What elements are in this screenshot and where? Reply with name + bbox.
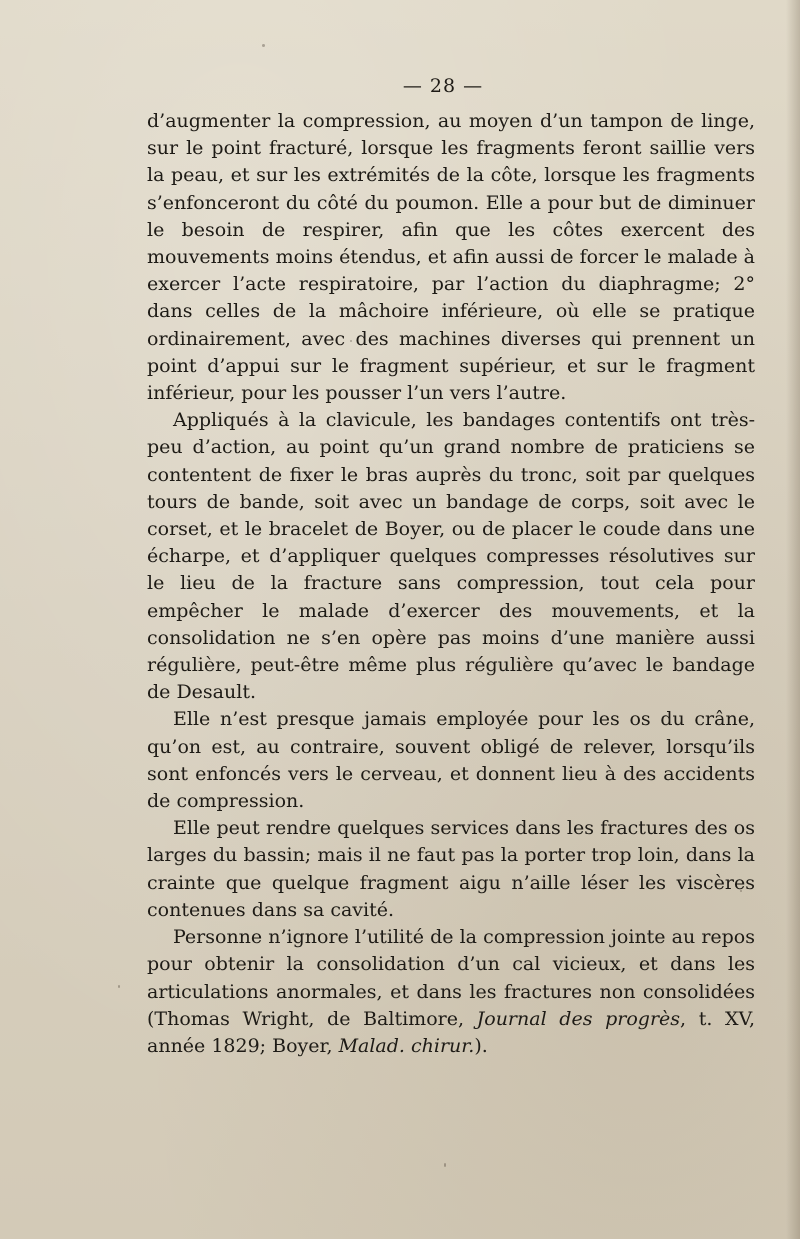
paragraph-5-journal-title: Journal des progrès [476,1007,681,1030]
page-number: — 28 — [402,75,484,97]
page-edge-shadow [786,0,800,1239]
paper-speck [345,990,348,993]
paper-speck [662,988,664,990]
paper-speck [350,340,352,342]
paragraph-5-book-title: Malad. chirur. [338,1034,475,1057]
paragraph-1: d’augmenter la compression, au moyen d’un tampon de linge, sur le point fracturé, lorsque les fragments feront saillie vers la peau, et sur les extrémités de la côte, lorsque les fragments s’enfonceront du côté du poumon. Elle a pour but de diminuer le besoin de respirer, afin que les côtes exercent des mouvements moins étendus, et afin aussi de forcer le malade à exercer l’acte respiratoire, par l’action du diaphragme; 2° dans celles de la mâchoire inférieure, où elle se pratique ordinairement, avec des machines diverses qui prennent un point d’appui sur le fragment supérieur, et sur le fragment inférieur, pour les pousser l’un vers l’autre. [147,110,756,405]
paragraph-2: Appliqués à la clavicule, les bandages contentifs ont très-peu d’action, au point qu’un grand nombre de praticiens se contentent de fixer le bras auprès du tronc, soit par quelques tours de bande, soit avec un bandage de corps, soit avec le corset, et le bracelet de Boyer, ou de placer le coude dans une écharpe, et d’appliquer quelques compresses résolutives sur le lieu de la fracture sans compression, tout cela pour empêcher le malade d’exercer des mouvements, et la consolidation ne s’en opère pas moins d’une manière aussi régulière, peut-être même plus régulière qu’avec le bandage de Desault. [147,409,755,704]
paper-speck [118,985,120,988]
paragraph-5-text-middle: , t. XV, année 1829; Boyer, [147,1007,755,1057]
paragraph-5-text-after: ). [474,1034,488,1057]
body-text [147,108,755,1060]
paper-speck [740,890,742,892]
paper-speck [262,44,265,47]
paper-speck [444,1163,446,1167]
paragraph-5 [147,924,755,1060]
paragraph-3: Elle n’est presque jamais employée pour les os du crâne, qu’on est, au contraire, souvent obligé de relever, lorsqu’ils sont enfoncés vers le cerveau, et donnent lieu à des accidents de compression. [147,708,755,813]
paragraph-5-text-before: Personne n’ignore l’utilité de la compression jointe au repos pour obtenir la consolidation d’un cal vicieux, et dans les articulations anormales, et dans les fractures non consolidées (Thomas Wright, de Baltimore, [147,926,755,1030]
paragraph-4: Elle peut rendre quelques services dans les fractures des os larges du bassin; mais il ne faut pas la porter trop loin, dans la crainte que quelque fragment aigu n’aille léser les viscères contenues dans sa cavité. [147,817,755,921]
